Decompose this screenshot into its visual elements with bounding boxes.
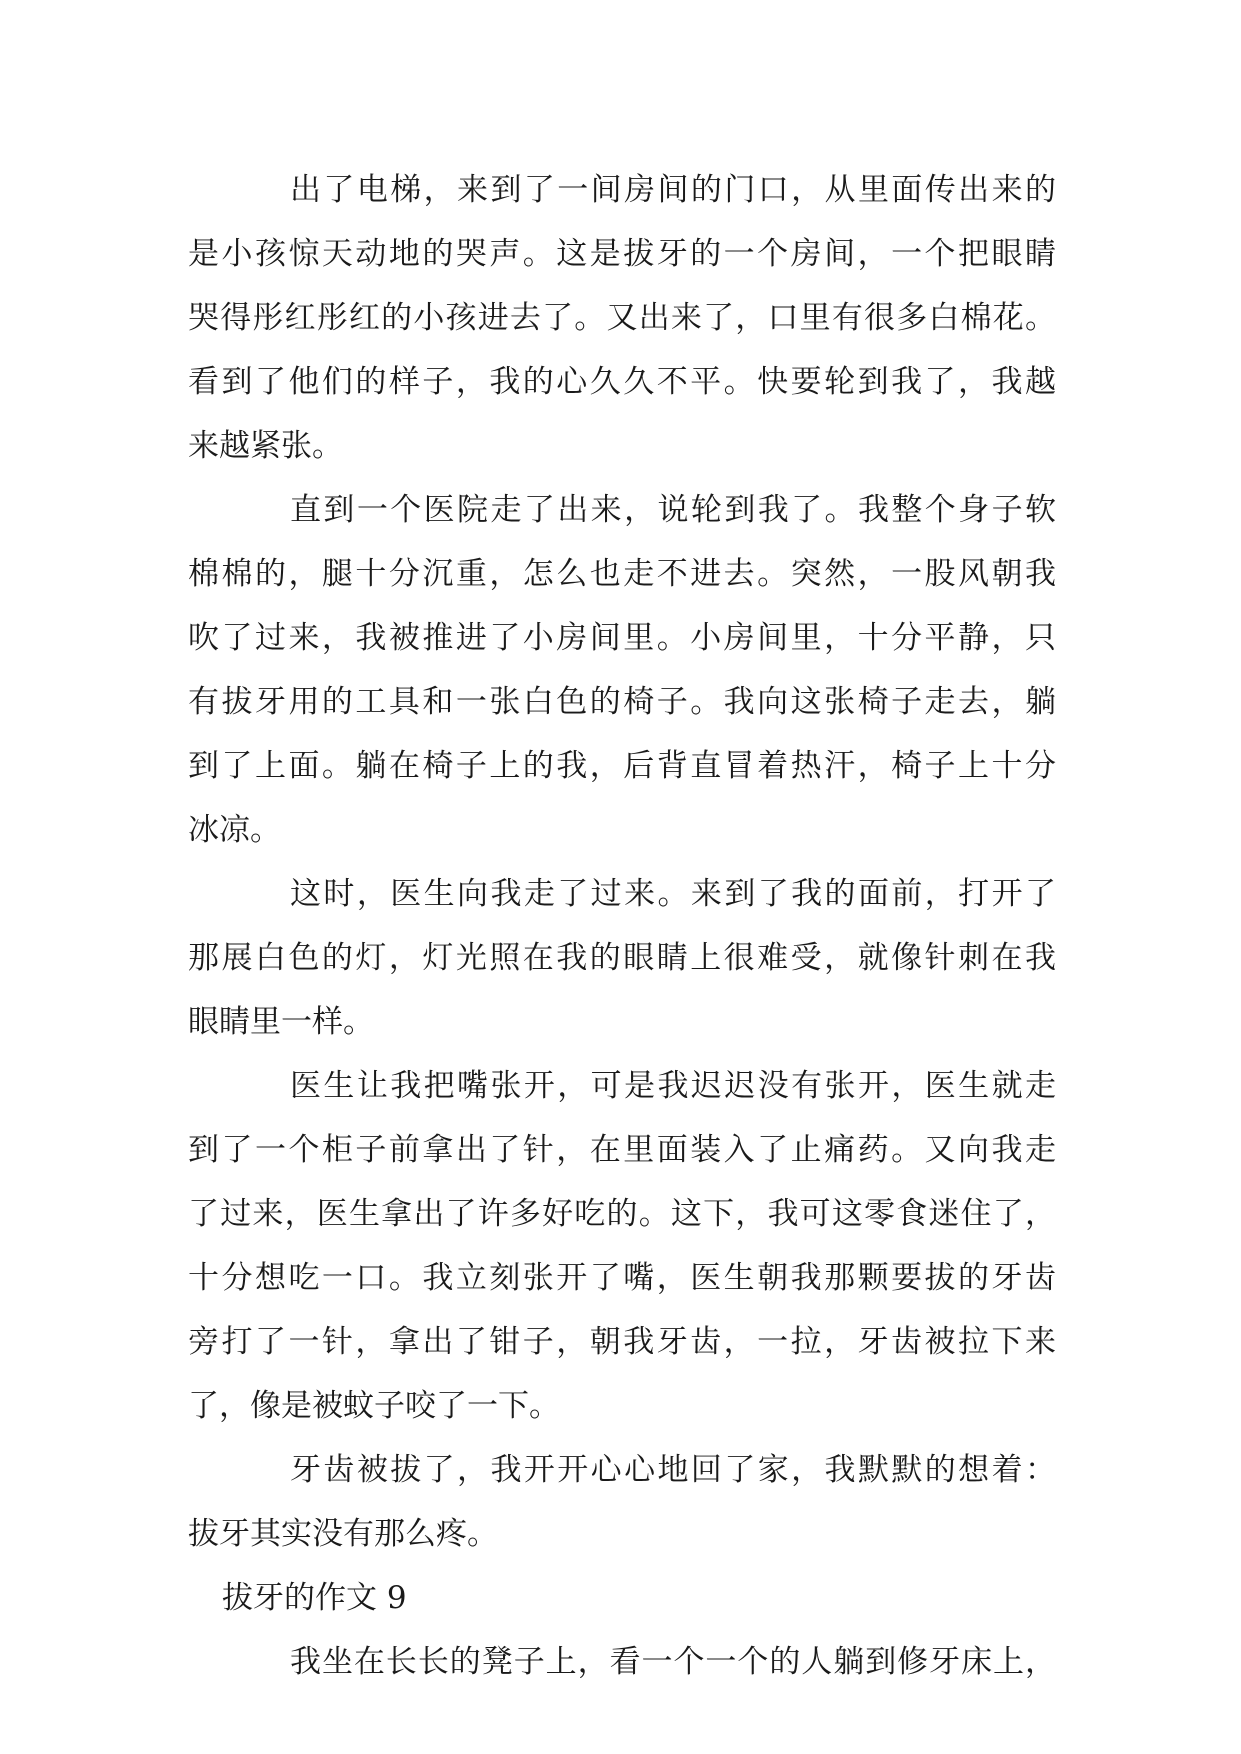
paragraph-line: 是小孩惊天动地的哭声。这是拔牙的一个房间，一个把眼睛	[188, 236, 1056, 272]
paragraph-line: 这时，医生向我走了过来。来到了我的面前，打开了	[290, 876, 1056, 912]
paragraph-line: 冰凉。	[188, 812, 281, 848]
paragraph-line: 来越紧张。	[188, 428, 343, 464]
paragraph-line: 十分想吃一口。我立刻张开了嘴，医生朝我那颗要拔的牙齿	[188, 1260, 1056, 1296]
paragraph-line: 了过来，医生拿出了许多好吃的。这下，我可这零食迷住了，	[188, 1196, 1056, 1232]
paragraph-line: 旁打了一针，拿出了钳子，朝我牙齿，一拉，牙齿被拉下来	[188, 1324, 1056, 1360]
paragraph-line: 有拔牙用的工具和一张白色的椅子。我向这张椅子走去，躺	[188, 684, 1056, 720]
document-page	[188, 158, 1056, 1694]
paragraph-line: 出了电梯，来到了一间房间的门口，从里面传出来的	[290, 172, 1056, 208]
paragraph-line: 医生让我把嘴张开，可是我迟迟没有张开，医生就走	[290, 1068, 1056, 1104]
paragraph-line: 到了上面。躺在椅子上的我，后背直冒着热汗，椅子上十分	[188, 748, 1056, 784]
section-heading: 拔牙的作文 9	[222, 1580, 407, 1616]
paragraph-line: 棉棉的，腿十分沉重，怎么也走不进去。突然，一股风朝我	[188, 556, 1056, 592]
paragraph-line: 眼睛里一样。	[188, 1004, 374, 1040]
paragraph-line: 直到一个医院走了出来，说轮到我了。我整个身子软	[290, 492, 1056, 528]
paragraph-line: 牙齿被拔了，我开开心心地回了家，我默默的想着：	[290, 1452, 1056, 1488]
paragraph-line: 到了一个柜子前拿出了针，在里面装入了止痛药。又向我走	[188, 1132, 1056, 1168]
paragraph-line: 拔牙其实没有那么疼。	[188, 1516, 498, 1552]
paragraph-line: 看到了他们的样子，我的心久久不平。快要轮到我了，我越	[188, 364, 1056, 400]
paragraph-line: 那展白色的灯，灯光照在我的眼睛上很难受，就像针刺在我	[188, 940, 1056, 976]
paragraph-line: 吹了过来，我被推进了小房间里。小房间里，十分平静，只	[188, 620, 1056, 656]
paragraph-line: 我坐在长长的凳子上，看一个一个的人躺到修牙床上，	[290, 1644, 1056, 1680]
paragraph-line: 了，像是被蚊子咬了一下。	[188, 1388, 560, 1424]
paragraph-line: 哭得彤红彤红的小孩进去了。又出来了，口里有很多白棉花。	[188, 300, 1056, 336]
